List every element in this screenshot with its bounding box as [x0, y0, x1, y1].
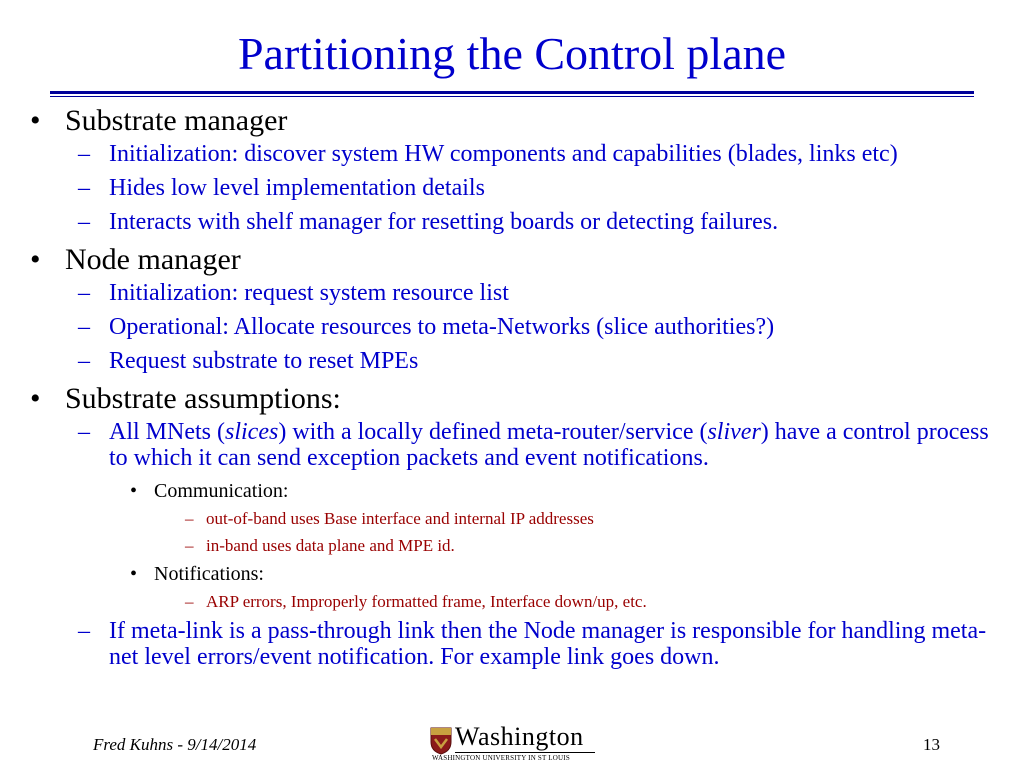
- logo-subtitle: WASHINGTON UNIVERSITY IN ST LOUIS: [432, 754, 570, 762]
- sub-sub-bullet-communication: • Communication:: [130, 480, 289, 502]
- bullet-group-substrate-manager: [0, 104, 1024, 235]
- dash-mark: –: [78, 314, 90, 340]
- dash-mark: –: [185, 592, 194, 611]
- bullet-group-node-manager: [0, 243, 1024, 374]
- page-number: 13: [923, 735, 940, 754]
- dash-mark: –: [78, 141, 90, 167]
- sub-bullet: – Request substrate to reset MPEs: [78, 348, 419, 374]
- bullet-mark: •: [30, 104, 41, 137]
- dash-mark: –: [78, 618, 90, 644]
- bullet-node-manager: • Node manager: [30, 243, 241, 276]
- dash-mark: –: [185, 509, 194, 528]
- dash-mark: –: [78, 209, 90, 235]
- sub-bullet: – Initialization: discover system HW components and capabilities (blades, links etc): [78, 141, 898, 167]
- bullet-mark: •: [130, 480, 138, 502]
- detail-item: – out-of-band uses Base interface and internal IP addresses: [185, 509, 594, 528]
- sub-bullet-metalink: – If meta-link is a pass-through link then the Node manager is responsible for handling meta-net level errors/event notification. For example link goes down.: [78, 618, 987, 670]
- bullet-mark: •: [130, 563, 138, 585]
- sub-bullet: – Interacts with shelf manager for resetting boards or detecting failures.: [78, 209, 779, 235]
- footer-author-date: Fred Kuhns - 9/14/2014: [93, 735, 257, 754]
- sub-bullet: – Hides low level implementation details: [78, 175, 485, 201]
- sub-bullet: – Initialization: request system resource list: [78, 280, 509, 306]
- sub-bullet: – Operational: Allocate resources to meta-Networks (slice authorities?): [78, 314, 775, 340]
- dash-mark: –: [78, 419, 90, 445]
- bullet-mark: •: [30, 243, 41, 276]
- logo-divider: [455, 752, 595, 753]
- title-rule-thick: [50, 91, 974, 94]
- detail-item: – in-band uses data plane and MPE id.: [185, 536, 455, 555]
- bullet-group-substrate-assumptions: [0, 382, 1024, 670]
- slide-content: [0, 104, 1024, 678]
- university-logo: [430, 722, 595, 763]
- dash-mark: –: [78, 348, 90, 374]
- shield-icon: [430, 727, 452, 755]
- bullet-substrate-manager: • Substrate manager: [30, 104, 288, 137]
- bullet-mark: •: [30, 382, 41, 415]
- detail-item: – ARP errors, Improperly formatted frame, Interface down/up, etc.: [185, 592, 647, 611]
- slide-title: Partitioning the Control plane: [237, 28, 787, 79]
- sub-sub-bullet-notifications: • Notifications:: [130, 563, 264, 585]
- sub-bullet-mnets: – All MNets (slices) with a locally defined meta-router/service (sliver) have a control process to which it can send exception packets and event notifications.: [78, 419, 989, 471]
- dash-mark: –: [78, 175, 90, 201]
- title-rule-thin: [50, 96, 974, 97]
- bullet-substrate-assumptions: • Substrate assumptions:: [30, 382, 341, 415]
- dash-mark: –: [185, 536, 194, 555]
- dash-mark: –: [78, 280, 90, 306]
- logo-name: Washington: [455, 722, 584, 751]
